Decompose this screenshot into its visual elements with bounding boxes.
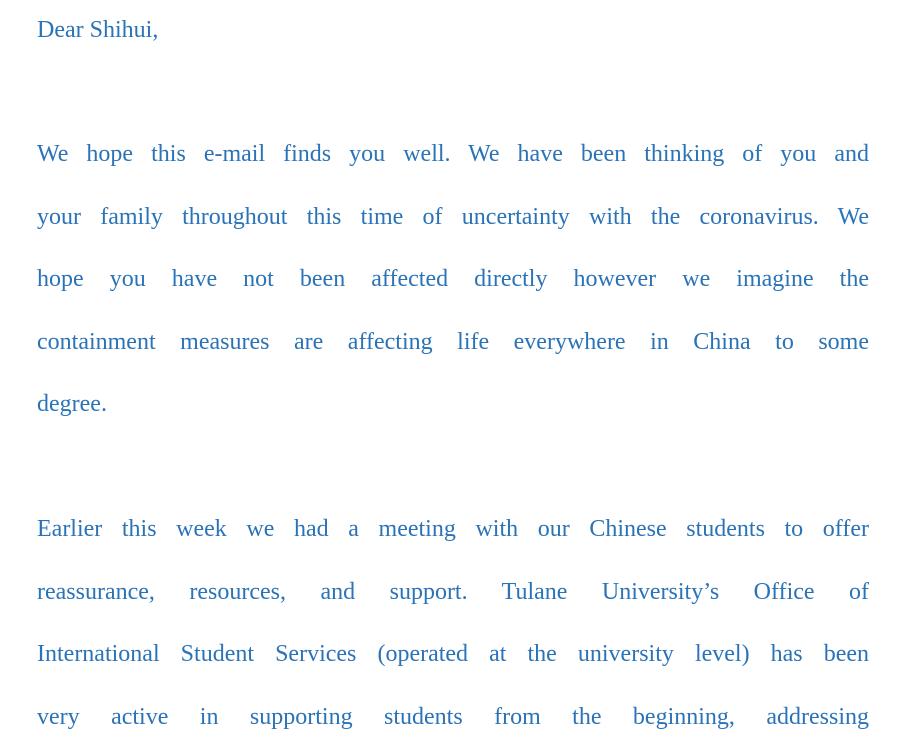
paragraph-2-line: very active in supporting students from the beginning, addressing — [37, 703, 869, 730]
greeting: Dear Shihui, — [37, 17, 159, 43]
paragraph-1-line: containment measures are affecting life everywhere in China to some — [37, 328, 869, 355]
paragraph-2-line: International Student Services (operated at the university level) has been — [37, 641, 869, 667]
paragraph-1-line: We hope this e-mail finds you well. We have been thinking of you and — [37, 141, 869, 167]
paragraph-2-line: reassurance, resources, and support. Tulane University’s Office of — [37, 578, 869, 605]
paragraph-1-line: your family throughout this time of uncertainty with the coronavirus. We — [37, 203, 869, 230]
paragraph-1 — [37, 123, 869, 436]
paragraph-2 — [37, 498, 869, 748]
paragraph-1-line: hope you have not been affected directly however we imagine the — [37, 266, 869, 292]
letter-body — [37, 14, 869, 730]
paragraph-2-line: Earlier this week we had a meeting with our Chinese students to offer — [37, 516, 869, 542]
paragraph-1-line: degree. — [37, 391, 107, 417]
